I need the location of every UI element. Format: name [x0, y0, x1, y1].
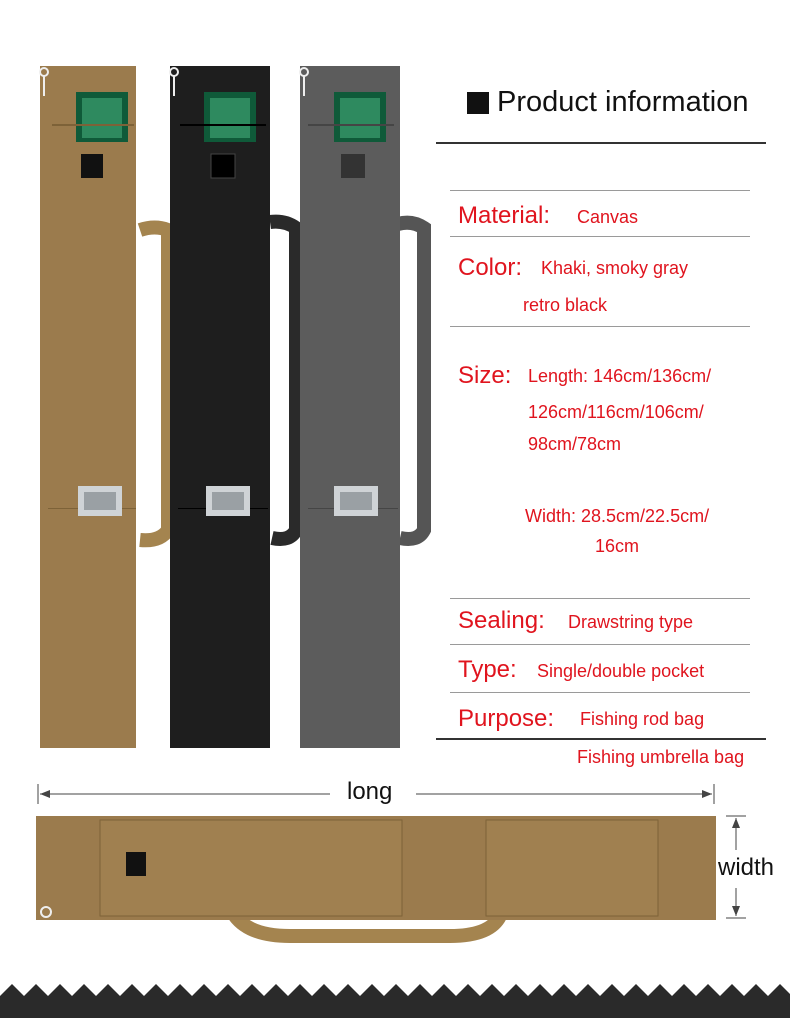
khaki-bag	[40, 66, 168, 748]
title-underline	[436, 142, 766, 144]
arrow-right-icon	[702, 790, 712, 798]
divider	[450, 598, 750, 599]
footer-zigzag-border	[0, 982, 790, 1018]
color-value-line1: Khaki, smoky gray	[541, 258, 689, 278]
type-value: Single/double pocket	[537, 661, 705, 681]
width-label: width	[718, 854, 775, 881]
divider	[450, 326, 750, 327]
purpose-label: Purpose:	[458, 705, 555, 732]
brand-tag-icon	[81, 154, 103, 178]
arrow-left-icon	[40, 790, 50, 798]
purpose-value-line1: Fishing rod bag	[580, 709, 705, 729]
divider	[450, 236, 750, 237]
title-square-icon	[467, 92, 489, 114]
color-value-line2: retro black	[523, 295, 608, 315]
size-label: Size:	[458, 362, 512, 389]
color-label: Color:	[458, 254, 523, 281]
size-length-line1: Length: 146cm/136cm/	[528, 366, 712, 386]
divider	[450, 692, 750, 693]
arrow-down-icon	[732, 906, 740, 916]
sealing-value: Drawstring type	[568, 612, 694, 632]
material-value: Canvas	[577, 207, 639, 227]
divider	[450, 644, 750, 645]
specs-bottom-line	[436, 738, 766, 740]
size-width-line1: Width: 28.5cm/22.5cm/	[525, 506, 710, 526]
size-length-line2: 126cm/116cm/106cm/	[528, 402, 704, 422]
black-bag	[170, 66, 296, 748]
gray-bag	[300, 66, 424, 748]
product-image-horizontal-bag	[30, 812, 720, 946]
type-label: Type:	[458, 656, 517, 683]
arrow-up-icon	[732, 818, 740, 828]
product-image-vertical-bags	[0, 60, 440, 760]
long-label: long	[347, 778, 393, 805]
size-length-line3: 98cm/78cm	[528, 434, 622, 454]
purpose-value-line2: Fishing umbrella bag	[577, 747, 745, 767]
size-width-line2: 16cm	[595, 536, 640, 556]
material-label: Material:	[458, 202, 551, 229]
divider	[450, 190, 750, 191]
page-title: Product information	[497, 86, 749, 118]
sealing-label: Sealing:	[458, 607, 545, 634]
